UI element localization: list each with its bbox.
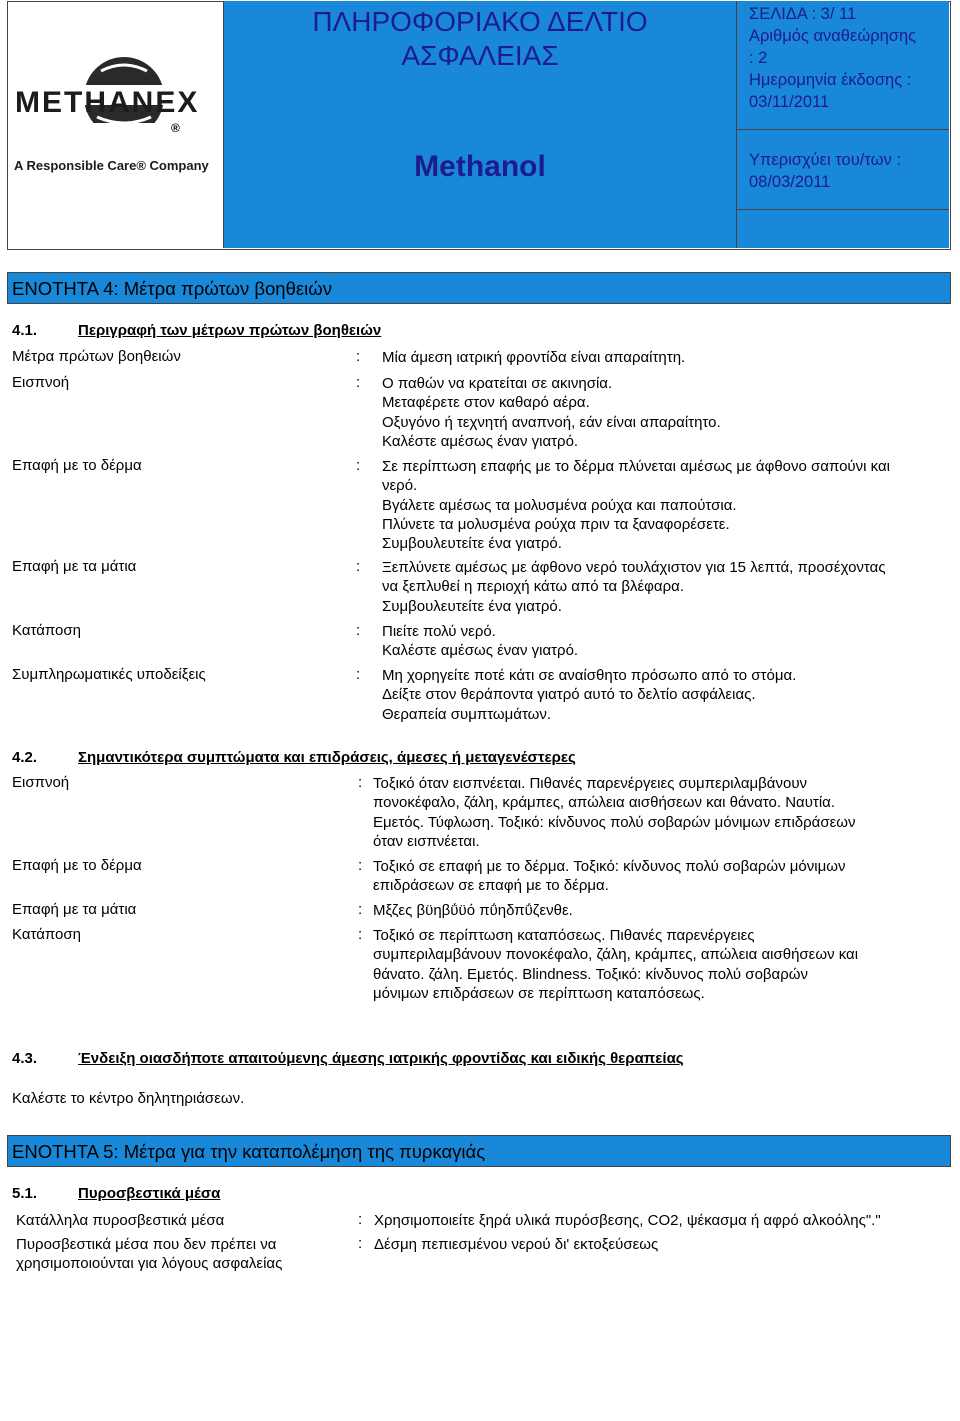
row-label: Επαφή με τα μάτια bbox=[12, 901, 137, 918]
registered-icon: ® bbox=[171, 121, 180, 135]
row-value: Ξεπλύνετε αμέσως με άφθονο νερό τουλάχιστον για 15 λεπτά, προσέχοντας να ξεπλυθεί η περιοχή κάτω από τα βλέφαρα. Συμβουλευτείτε ένα γιατρό. bbox=[382, 559, 886, 615]
section-5-title: ΕΝΟΤΗΤΑ 5: Μέτρα για την καταπολέμηση της πυρκαγιάς bbox=[12, 1141, 486, 1162]
meta-divider bbox=[737, 129, 949, 130]
row-value: Μη χορηγείτε ποτέ κάτι σε αναίσθητο πρόσωπο από το στόμα. Δείξτε στον θεράποντα γιατρό αυτό το δελτίο ασφάλειας. Θεραπεία συμπτωμάτων. bbox=[382, 667, 797, 723]
page-number: ΣΕΛΙΔΑ : 3/ 11 bbox=[749, 5, 857, 23]
subsection-title: Πυροσβεστικά μέσα bbox=[78, 1185, 221, 1202]
subsection-number: 4.1. bbox=[12, 322, 38, 339]
instruction-text: Καλέστε το κέντρο δηλητηριάσεων. bbox=[12, 1090, 245, 1107]
row-label: Κατάλληλα πυροσβεστικά μέσα bbox=[16, 1212, 225, 1229]
row-colon: : bbox=[356, 666, 361, 683]
section-4-title: ΕΝΟΤΗΤΑ 4: Μέτρα πρώτων βοηθειών bbox=[12, 278, 332, 299]
row-value: Σε περίπτωση επαφής με το δέρμα πλύνεται αμέσως με άφθονο σαπούνι και νερό. Βγάλετε αμέσως τα μολυσμένα ρούχα και παπούτσια. Πλύνετε τα μολυσμένα ρούχα πριν τα ξαναφορέσετε. Συμβουλευτείτε ένα γιατρό. bbox=[382, 458, 890, 553]
logo-wordmark: METHANEX bbox=[15, 86, 200, 119]
row-colon: : bbox=[356, 558, 361, 575]
document-title: ΠΛΗΡΟΦΟΡΙΑΚΟ ΔΕΛΤΙΟ ΑΣΦΑΛΕΙΑΣ bbox=[312, 6, 648, 71]
row-colon: : bbox=[356, 374, 361, 391]
row-value: Μία άμεση ιατρική φροντίδα είναι απαραίτητη. bbox=[382, 349, 686, 366]
row-label: Κατάποση bbox=[12, 926, 81, 943]
row-value: Τοξικό σε επαφή με το δέρμα. Τοξικό: κίνδυνος πολύ σοβαρών μόνιμων επιδράσεων σε επαφή με το δέρμα. bbox=[373, 858, 846, 895]
row-colon: : bbox=[358, 857, 363, 874]
row-label: Επαφή με τα μάτια bbox=[12, 558, 137, 575]
row-colon: : bbox=[358, 901, 363, 918]
subsection-number: 4.2. bbox=[12, 749, 38, 766]
row-label: Επαφή με το δέρμα bbox=[12, 457, 142, 474]
row-label: Συμπληρωματικές υποδείξεις bbox=[12, 666, 206, 683]
row-label: Εισπνοή bbox=[12, 774, 70, 791]
row-colon: : bbox=[358, 926, 363, 943]
supersedes-value: 08/03/2011 bbox=[749, 173, 831, 191]
row-label: Πυροσβεστικά μέσα που δεν πρέπει να χρησιμοποιούνται για λόγους ασφαλείας bbox=[16, 1236, 283, 1273]
row-value: Τοξικό όταν εισπνέεται. Πιθανές παρενέργειες συμπεριλαμβάνουν πονοκέφαλο, ζάλη, κράμπες, απώλεια αισθήσεων και θάνατο. Ναυτία. Εμετός. Τύφλωση. Τοξικό: κίνδυνος πολύ σοβαρών μόνιμων επιδράσεων όταν εισπνέεται. bbox=[373, 775, 856, 850]
revision-value: : 2 bbox=[749, 49, 768, 67]
subsection-number: 4.3. bbox=[12, 1050, 38, 1067]
subsection-title: Ένδειξη οιασδήποτε απαιτούμενης άμεσης ιατρικής φροντίδας και ειδικής θεραπείας bbox=[78, 1050, 684, 1067]
row-value: Τοξικό σε περίπτωση καταπόσεως. Πιθανές παρενέργειες συμπεριλαμβάνουν πονοκέφαλο, ζάλη, κράμπες, απώλεια αισθήσεων και θάνατο. ζάλη. Εμετός. Blindness. Τοξικό: κίνδυνος πολύ σοβαρών μόνιμων επιδράσεων σε περίπτωση καταπόσεως. bbox=[373, 927, 859, 1002]
row-colon: : bbox=[358, 1235, 363, 1252]
row-colon: : bbox=[358, 774, 363, 791]
row-value: Μξζες βϋηβΰϋό πΰηδπΰζενθε. bbox=[373, 902, 573, 919]
issue-date-label: Ημερομηνία έκδοσης : bbox=[749, 71, 912, 89]
row-colon: : bbox=[358, 1211, 363, 1228]
supersedes-label: Υπερισχύει του/των : bbox=[749, 151, 901, 169]
row-value: Χρησιμοποιείτε ξηρά υλικά πυρόσβεσης, CO2, ψέκασμα ή αφρό αλκοόλης"." bbox=[374, 1212, 881, 1229]
row-label: Εισπνοή bbox=[12, 374, 70, 391]
revision-label: Αριθμός αναθεώρησης bbox=[749, 27, 917, 45]
product-name: Methanol bbox=[414, 150, 546, 183]
row-colon: : bbox=[356, 622, 361, 639]
meta-divider bbox=[737, 209, 949, 210]
row-colon: : bbox=[356, 348, 361, 365]
issue-date-value: 03/11/2011 bbox=[749, 93, 830, 111]
row-value: Πιείτε πολύ νερό. Καλέστε αμέσως έναν γιατρό. bbox=[382, 623, 579, 660]
row-label: Κατάποση bbox=[12, 622, 81, 639]
row-label: Μέτρα πρώτων βοηθειών bbox=[12, 348, 181, 365]
row-value: Ο παθών να κρατείται σε ακινησία. Μεταφέρετε στον καθαρό αέρα. Οξυγόνο ή τεχνητή αναπνοή, εάν είναι απαραίτητο. Καλέστε αμέσως έναν γιατρό. bbox=[382, 375, 721, 450]
row-colon: : bbox=[356, 457, 361, 474]
row-label: Επαφή με το δέρμα bbox=[12, 857, 142, 874]
logo-tagline: A Responsible Care® Company bbox=[14, 158, 209, 173]
subsection-title: Σημαντικότερα συμπτώματα και επιδράσεις, άμεσες ή μεταγενέστερες bbox=[78, 749, 576, 766]
row-value: Δέσμη πεπιεσμένου νερού δι' εκτοξεύσεως bbox=[374, 1236, 659, 1253]
logo-cell bbox=[7, 1, 224, 248]
subsection-title: Περιγραφή των μέτρων πρώτων βοηθειών bbox=[78, 322, 382, 339]
subsection-number: 5.1. bbox=[12, 1185, 38, 1202]
